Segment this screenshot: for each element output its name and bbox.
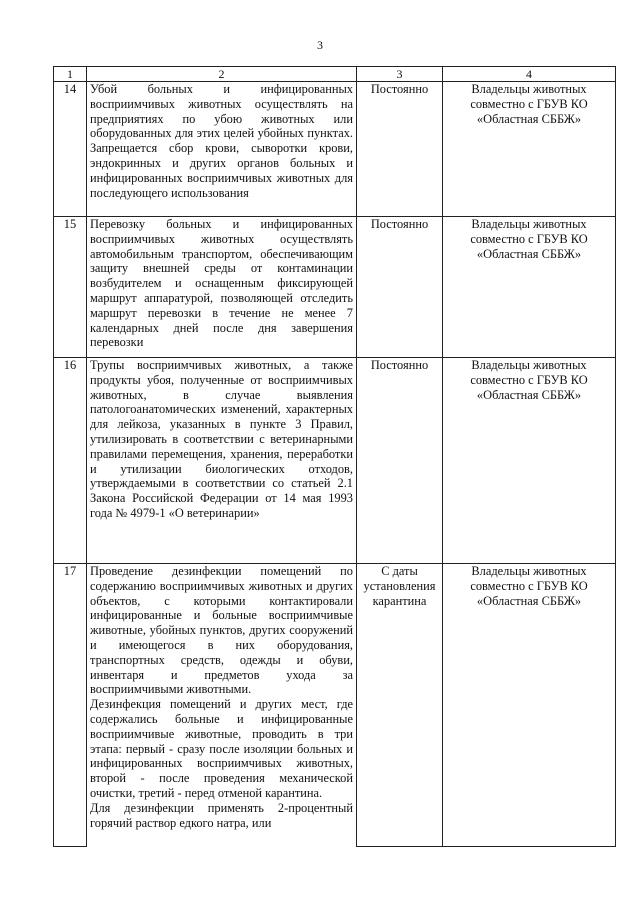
measure-text: Для дезинфекции применять 2-процентный горячий раствор едкого натра, или [90, 800, 353, 830]
column-header-responsible: 4 [443, 67, 616, 82]
term-cell: Постоянно [357, 217, 443, 358]
table-row [54, 217, 616, 358]
table-row [54, 564, 616, 847]
responsible-cell: Владельцы животных совместно с ГБУВ КО «Областная СББЖ» [443, 82, 616, 217]
measure-text: Перевозку больных и инфицированных восприимчивых животных осуществлять автомобильным транспортом, обеспечивающим защиту внешней среды от контаминации возбудителем и оснащенным фиксирующей маршрут аппаратурой, позволяющей отследить маршрут перевозки в течение не менее 7 календарных дней после дня завершения перевозки [90, 217, 353, 350]
term-cell: С даты установления карантина [357, 564, 443, 847]
responsible-cell: Владельцы животных совместно с ГБУВ КО «Областная СББЖ» [443, 358, 616, 564]
term-cell: Постоянно [357, 358, 443, 564]
page-number: 3 [317, 38, 323, 52]
measure-text: Дезинфекция помещений и других мест, где содержались больные и инфицированные восприимчивые животные, проводить в три этапа: первый - сразу после изоляции больных и инфицированных восприимчивых животных, второй - после проведения механической очистки, третий - перед отменой карантина. [90, 697, 353, 800]
measure-text: Трупы восприимчивых животных, а также продукты убоя, полученные от восприимчивых животных, в случае выявления патологоанатомических изменений, характерных для лейкоза, указанных в пункте 3 Правил, утилизировать в соответствии с ветеринарными правилами перемещения, хранения, переработки и утилизации биологических отходов, утверждаемыми в соответствии со статьей 2.1 Закона Российской Федерации от 14 мая 1993 года № 4979-1 «О ветеринарии» [90, 358, 353, 520]
term-cell: Постоянно [357, 82, 443, 217]
measures-table [53, 66, 616, 847]
measure-cell [87, 564, 357, 847]
row-number: 17 [54, 564, 87, 847]
measure-cell [87, 358, 357, 564]
measure-text: Убой больных и инфицированных восприимчивых животных осуществлять на предприятиях по убою животных или оборудованных для этих целей убойных пунктах. Запрещается сбор крови, сыворотки крови, эндокринных и других органов больных и инфицированных восприимчивых животных для последующего использования [90, 82, 353, 200]
table-header-row [54, 67, 616, 82]
row-number: 16 [54, 358, 87, 564]
row-number: 14 [54, 82, 87, 217]
table-row [54, 358, 616, 564]
responsible-cell: Владельцы животных совместно с ГБУВ КО «Областная СББЖ» [443, 217, 616, 358]
measure-cell [87, 217, 357, 358]
responsible-cell: Владельцы животных совместно с ГБУВ КО «Областная СББЖ» [443, 564, 616, 847]
table-row [54, 82, 616, 217]
measure-text: Проведение дезинфекции помещений по содержанию восприимчивых животных и других объектов, с которыми контактировали инфицированные и больные восприимчивые животные, убойных пунктов, других сооружений и имеющегося в них оборудования, транспортных средств, одежды и обуви, инвентаря и предметов ухода за восприимчивыми животными. [90, 564, 353, 697]
column-header-measure: 2 [87, 67, 357, 82]
column-header-number: 1 [54, 67, 87, 82]
row-number: 15 [54, 217, 87, 358]
measure-cell [87, 82, 357, 217]
column-header-term: 3 [357, 67, 443, 82]
